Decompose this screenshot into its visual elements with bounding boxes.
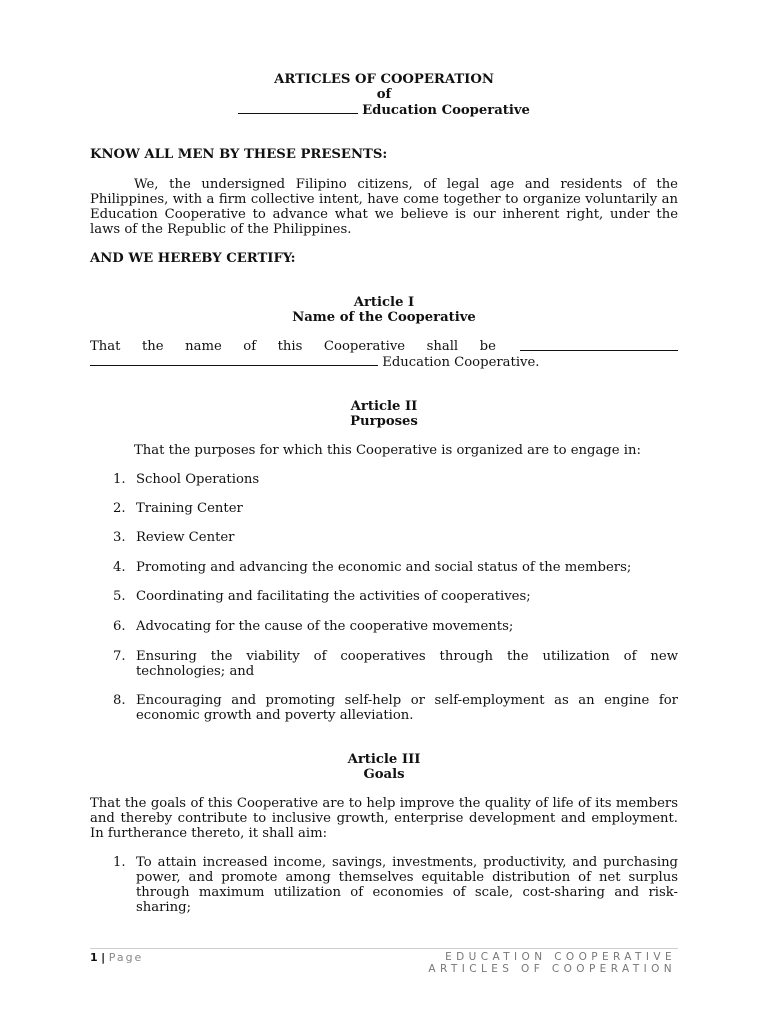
article-1-line-1 xyxy=(90,339,678,354)
title-cooperative-name xyxy=(90,102,678,118)
article-3-label: Article III xyxy=(347,752,421,767)
article-2-heading xyxy=(90,399,678,429)
page-word: Page xyxy=(108,951,144,964)
list-item: 1. School Operations xyxy=(113,472,260,487)
list-item: 4. Promoting and advancing the economic and social status of the members; xyxy=(113,560,632,575)
article-1-label: Article I xyxy=(353,295,415,310)
article-1-name-blank-1 xyxy=(520,339,678,351)
article-1-word: That xyxy=(90,339,121,354)
page-separator: | xyxy=(101,951,106,964)
article-1-text xyxy=(90,339,678,370)
list-item: 2. Training Center xyxy=(113,501,243,516)
article-1-word: of xyxy=(243,339,257,354)
article-1-heading xyxy=(90,295,678,325)
goals-list xyxy=(90,855,678,915)
article-1-name-blank-2 xyxy=(90,354,378,366)
footer-document-title xyxy=(428,951,676,975)
cooperative-name-blank xyxy=(238,102,358,114)
list-item: 6. Advocating for the cause of the cooperative movements; xyxy=(113,619,514,634)
cooperative-name-suffix: Education Cooperative xyxy=(362,103,530,118)
list-item: 8. Encouraging and promoting self-help or self-employment as an engine for economic growth and poverty alleviation. xyxy=(113,693,678,723)
article-2-title: Purposes xyxy=(350,414,418,429)
document-body xyxy=(90,72,695,915)
article-1-word: this xyxy=(277,339,303,354)
article-1-word: name xyxy=(185,339,222,354)
article-1-text-start xyxy=(90,339,496,354)
purposes-list xyxy=(90,472,678,723)
article-1-title: Name of the Cooperative xyxy=(292,310,476,325)
article-2-intro: That the purposes for which this Cooperative is organized are to engage in: xyxy=(134,443,641,458)
list-item: 7. Ensuring the viability of cooperatives through the utilization of new technologies; and xyxy=(113,649,678,679)
article-1-word: Cooperative xyxy=(323,339,406,354)
article-1-word: the xyxy=(141,339,164,354)
article-2-label: Article II xyxy=(350,399,418,414)
title-of: of xyxy=(376,87,392,102)
list-item: 3. Review Center xyxy=(113,530,235,545)
article-3-heading xyxy=(90,752,678,782)
article-1-line-2 xyxy=(90,354,678,370)
article-3-intro: That the goals of this Cooperative are to help improve the quality of life of its members and thereby contribute to inclusive growth, enterprise development and employment. In furtherance thereto, it shall aim: xyxy=(90,796,695,841)
article-1-text-end: Education Cooperative. xyxy=(382,355,540,370)
document-title-block xyxy=(90,72,678,118)
certify-heading: AND WE HEREBY CERTIFY: xyxy=(90,251,296,266)
intro-heading: KNOW ALL MEN BY THESE PRESENTS: xyxy=(90,147,388,162)
article-1-word: shall xyxy=(426,339,459,354)
footer-title-line-1: EDUCATION COOPERATIVE xyxy=(445,951,676,963)
list-item: 5. Coordinating and facilitating the activities of cooperatives; xyxy=(113,589,531,604)
list-item: 1. To attain increased income, savings, investments, productivity, and purchasing power, and promote among themselves equitable distribution of net surplus through maximum utilization of economies of scale, cost-sharing and risk-sharing; xyxy=(113,855,678,915)
document-title: ARTICLES OF COOPERATION xyxy=(274,72,494,87)
footer-page-number xyxy=(90,951,143,964)
article-3-title: Goals xyxy=(363,767,405,782)
page-number: 1 xyxy=(90,951,98,964)
footer-title-line-2: ARTICLES OF COOPERATION xyxy=(428,963,676,975)
article-1-word: be xyxy=(479,339,496,354)
intro-paragraph: We, the undersigned Filipino citizens, of legal age and residents of the Philippines, with a firm collective intent, have come together to organize voluntarily an Education Cooperative to advance what we believe is our inherent right, under the laws of the Republic of the Philippines. xyxy=(90,177,678,237)
footer-divider xyxy=(90,948,678,949)
